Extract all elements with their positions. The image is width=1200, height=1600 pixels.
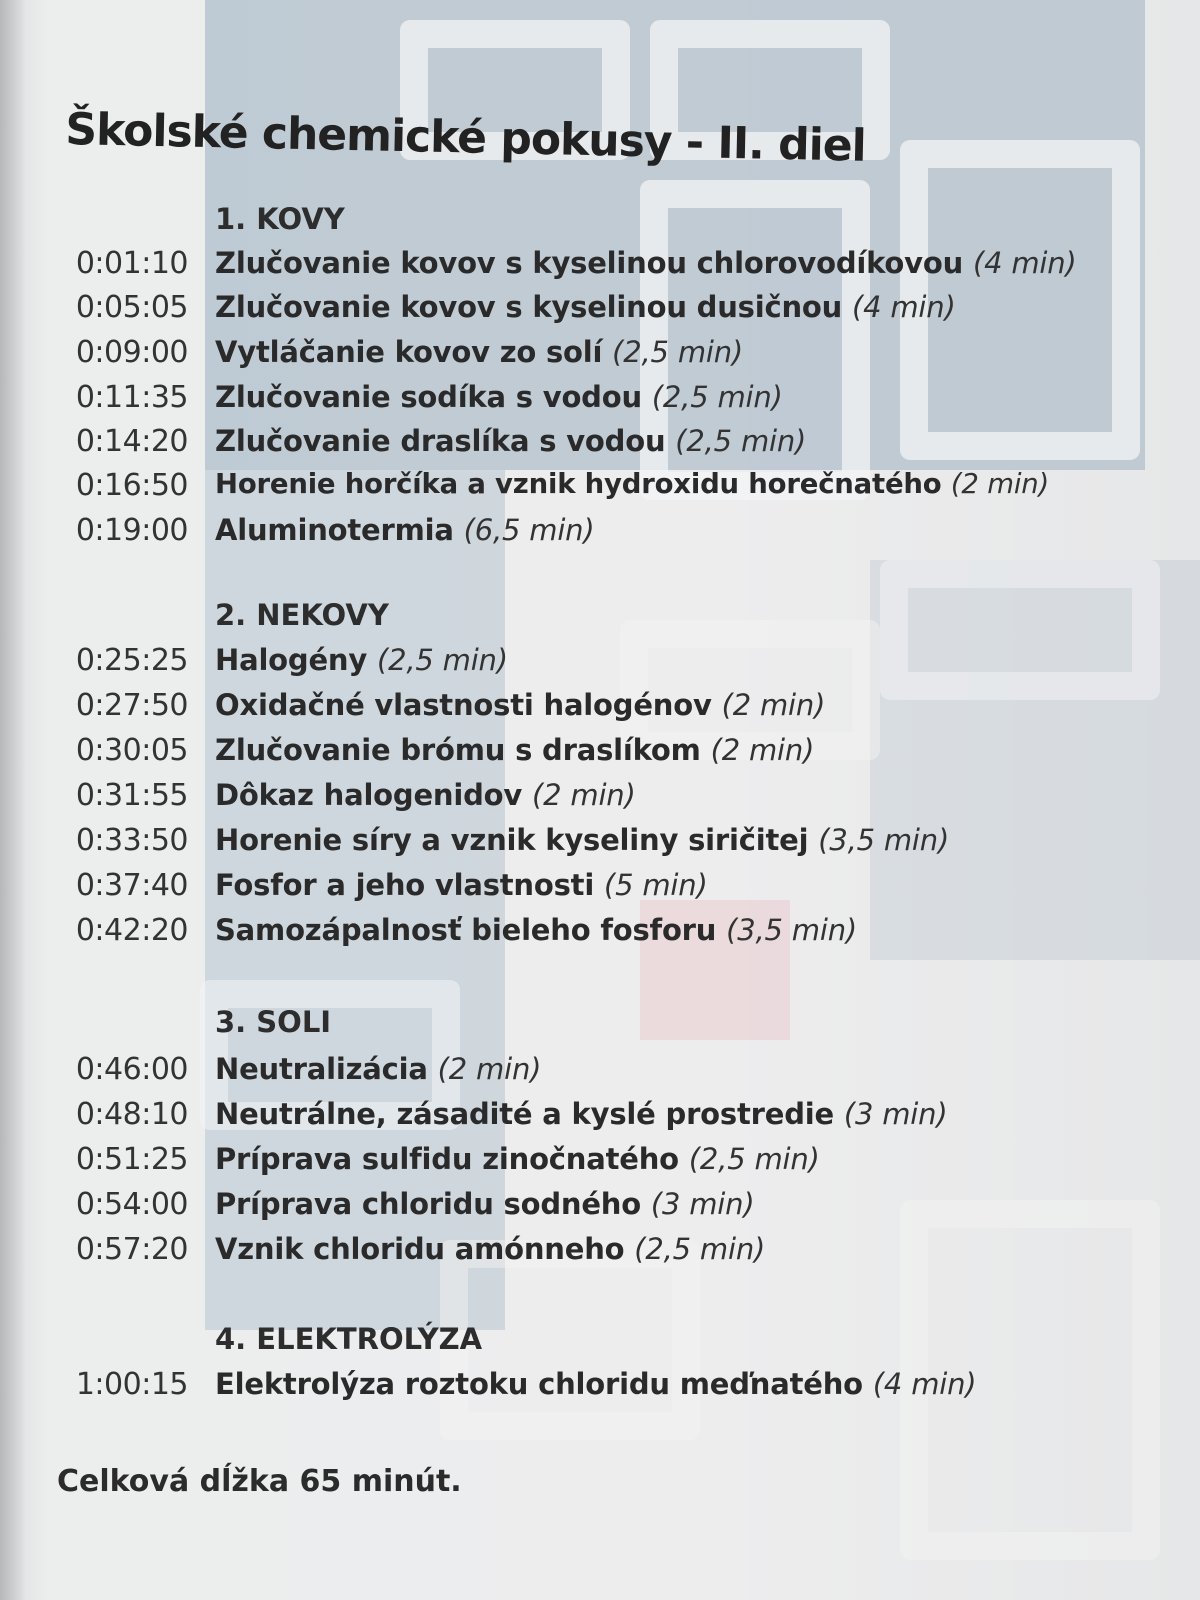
track-title [215,778,636,812]
track-title [215,688,825,722]
track-timestamp: 0:48:10 [75,1097,188,1132]
track-duration: (2 min) [532,778,636,812]
section-heading: 4. ELEKTROLÝZA [215,1322,483,1356]
track-title-text: Samozápalnosť bieleho fosforu [215,913,717,947]
track-timestamp: 0:19:00 [75,513,188,548]
track-duration: (2 min) [721,688,826,722]
track-title [215,733,814,767]
track-duration: (2,5 min) [612,335,744,369]
track-timestamp: 0:51:25 [75,1142,188,1177]
track-title [215,1097,947,1131]
track-timestamp: 0:25:25 [75,643,188,678]
track-title-text: Horenie horčíka a vznik hydroxidu horečnatého [215,468,942,500]
track-duration: (3 min) [843,1097,948,1131]
track-timestamp: 0:05:05 [75,290,188,325]
track-duration: (6,5 min) [463,513,595,547]
section-heading: 1. KOVY [215,202,345,236]
track-duration: (3,5 min) [818,823,950,857]
section-heading: 3. SOLI [215,1005,332,1039]
track-title [215,335,743,369]
track-title-text: Príprava sulfidu zinočnatého [215,1142,679,1176]
track-duration: (2 min) [950,468,1050,500]
track-title-text: Horenie síry a vznik kyseliny siričitej [215,823,809,857]
page-title: Školské chemické pokusy - II. diel [64,104,867,172]
track-timestamp: 0:37:40 [75,868,188,903]
track-timestamp: 0:11:35 [75,380,188,415]
track-title-text: Vznik chloridu amónneho [215,1232,625,1266]
track-timestamp: 0:42:20 [75,913,188,948]
track-title-text: Aluminotermia [215,513,454,547]
track-timestamp: 0:16:50 [75,468,188,503]
track-title-text: Oxidačné vlastnosti halogénov [215,688,712,722]
track-duration: (3 min) [650,1187,755,1221]
track-title-text: Zlučovanie draslíka s vodou [215,424,666,458]
track-title [215,1052,541,1086]
track-duration: (4 min) [972,246,1077,280]
track-title [215,913,857,947]
track-title [215,1187,754,1221]
total-duration: Celková dĺžka 65 minút. [57,1464,462,1499]
track-duration: (2 min) [437,1052,542,1086]
track-timestamp: 0:46:00 [75,1052,188,1087]
track-title-text: Elektrolýza roztoku chloridu meďnatého [215,1367,863,1401]
track-duration: (2,5 min) [688,1142,820,1176]
section-heading: 2. NEKOVY [215,598,389,632]
track-timestamp: 0:57:20 [75,1232,188,1267]
track-title [215,468,1049,500]
track-duration: (3,5 min) [726,913,857,947]
track-timestamp: 0:27:50 [75,688,188,723]
track-timestamp: 1:00:15 [75,1367,188,1402]
track-timestamp: 0:01:10 [75,246,188,281]
track-title-text: Vytláčanie kovov zo solí [215,335,603,369]
track-duration: (5 min) [603,868,708,902]
track-title [215,823,949,857]
track-title [215,380,783,414]
track-duration: (4 min) [872,1367,977,1401]
track-title [215,868,708,902]
track-title [215,1367,976,1401]
track-duration: (2 min) [710,733,815,767]
track-timestamp: 0:31:55 [75,778,188,813]
track-title-text: Neutrálne, zásadité a kyslé prostredie [215,1097,834,1131]
track-title [215,513,594,547]
track-title-text: Neutralizácia [215,1052,428,1086]
track-title-text: Príprava chloridu sodného [215,1187,641,1221]
track-title [215,1142,820,1176]
track-title [215,424,806,458]
track-duration: (2,5 min) [651,380,783,414]
track-title-text: Fosfor a jeho vlastnosti [215,868,595,902]
track-timestamp: 0:33:50 [75,823,188,858]
track-duration: (2,5 min) [634,1232,766,1266]
track-title-text: Halogény [215,643,368,677]
track-title [215,290,956,324]
track-duration: (4 min) [852,290,956,324]
track-title-text: Dôkaz halogenidov [215,778,523,812]
track-title-text: Zlučovanie brómu s draslíkom [215,733,701,767]
track-title [215,246,1077,280]
track-title [215,1232,765,1266]
track-duration: (2,5 min) [675,424,807,458]
track-title-text: Zlučovanie kovov s kyselinou dusičnou [215,290,843,324]
track-timestamp: 0:09:00 [75,335,188,370]
track-timestamp: 0:54:00 [75,1187,188,1222]
track-title-text: Zlučovanie sodíka s vodou [215,380,642,414]
track-timestamp: 0:14:20 [75,424,188,459]
track-duration: (2,5 min) [377,643,508,677]
track-title-text: Zlučovanie kovov s kyselinou chlorovodíkovou [215,246,964,280]
track-title [215,643,508,677]
track-timestamp: 0:30:05 [75,733,188,768]
